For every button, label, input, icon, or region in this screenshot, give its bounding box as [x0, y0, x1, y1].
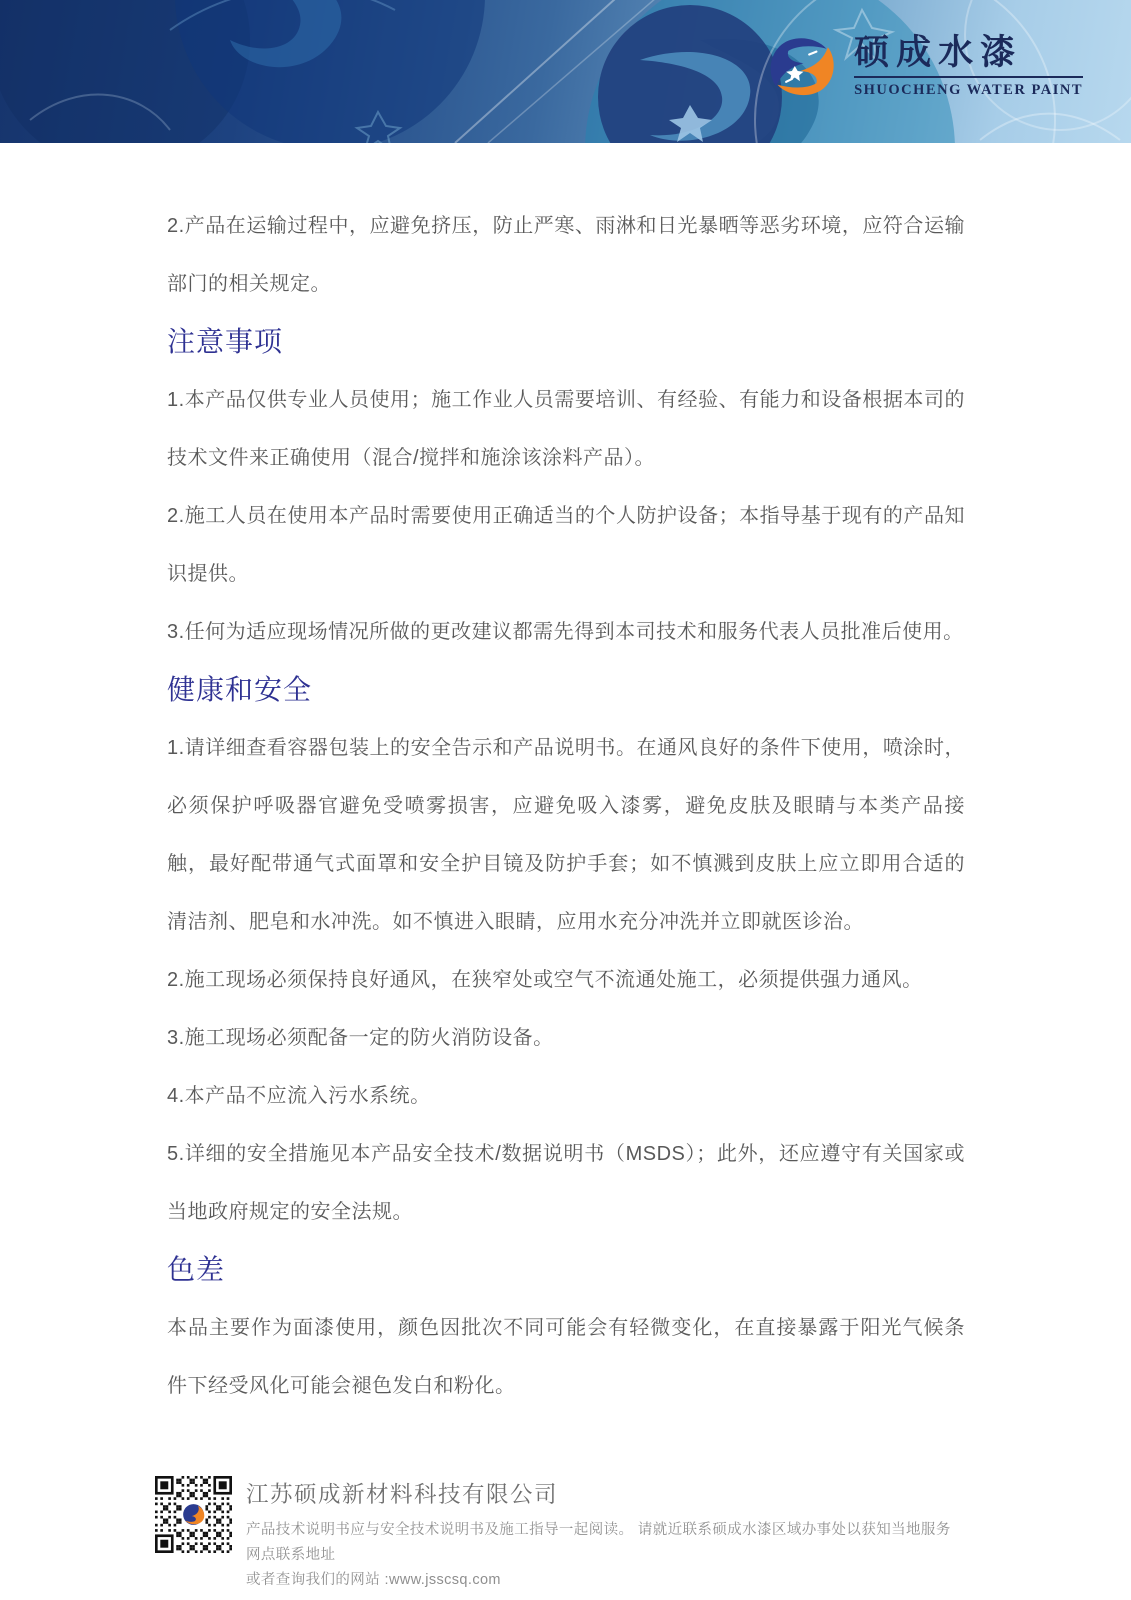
header-banner [0, 0, 1131, 143]
body-paragraph: 2.施工人员在使用本产品时需要使用正确适当的个人防护设备；本指导基于现有的产品知识提供。 [167, 505, 965, 585]
brand-text [854, 33, 1083, 98]
brand-logo [766, 30, 1083, 102]
body-paragraph: 1.请详细查看容器包装上的安全告示和产品说明书。在通风良好的条件下使用，喷涂时，必须保护呼吸器官避免受喷雾损害，应避免吸入漆雾，避免皮肤及眼睛与本类产品接触，最好配带通气式面罩和安全护目镜及防护手套；如不慎溅到皮肤上应立即用合适的清洁剂、肥皂和水冲洗。如不慎进入眼睛，应用水充分冲洗并立即就医诊治。 [167, 737, 965, 933]
footer-note-line1: 产品技术说明书应与安全技术说明书及施工指导一起阅读。 请就近联系硕成水漆区域办事处以获知当地服务网点联系地址 [246, 1522, 951, 1563]
body-paragraph: 4.本产品不应流入污水系统。 [167, 1085, 431, 1107]
brand-name-en: SHUOCHENG WATER PAINT [854, 81, 1083, 98]
body-paragraph: 2.施工现场必须保持良好通风，在狭窄处或空气不流通处施工，必须提供强力通风。 [167, 969, 923, 991]
footer-text [246, 1476, 955, 1593]
document-body [0, 143, 1131, 1415]
body-paragraph: 2.产品在运输过程中，应避免挤压，防止严寒、雨淋和日光暴晒等恶劣环境，应符合运输部门的相关规定。 [167, 215, 965, 295]
company-name: 江苏硕成新材料科技有限公司 [246, 1482, 559, 1507]
section-heading: 注意事项 [167, 326, 284, 357]
body-paragraph: 3.施工现场必须配备一定的防火消防设备。 [167, 1027, 554, 1049]
section-heading: 色差 [167, 1254, 226, 1285]
body-paragraph: 5.详细的安全措施见本产品安全技术/数据说明书（MSDS）；此外，还应遵守有关国家或当地政府规定的安全法规。 [167, 1143, 965, 1223]
footer [155, 1476, 955, 1593]
qr-code-icon [155, 1476, 232, 1553]
footer-note-line2: 或者查询我们的网站 :www.jsscsq.com [246, 1572, 501, 1588]
brand-emblem-icon [766, 30, 838, 102]
section-heading: 健康和安全 [167, 674, 313, 705]
body-paragraph: 本品主要作为面漆使用，颜色因批次不同可能会有轻微变化，在直接暴露于阳光气候条件下经受风化可能会褪色发白和粉化。 [167, 1317, 965, 1397]
footer-note [246, 1518, 955, 1593]
body-paragraph: 1.本产品仅供专业人员使用；施工作业人员需要培训、有经验、有能力和设备根据本司的技术文件来正确使用（混合/搅拌和施涂该涂料产品）。 [167, 389, 965, 469]
body-paragraph: 3.任何为适应现场情况所做的更改建议都需先得到本司技术和服务代表人员批准后使用。 [167, 621, 964, 643]
brand-name-cn: 硕成水漆 [854, 33, 1083, 77]
